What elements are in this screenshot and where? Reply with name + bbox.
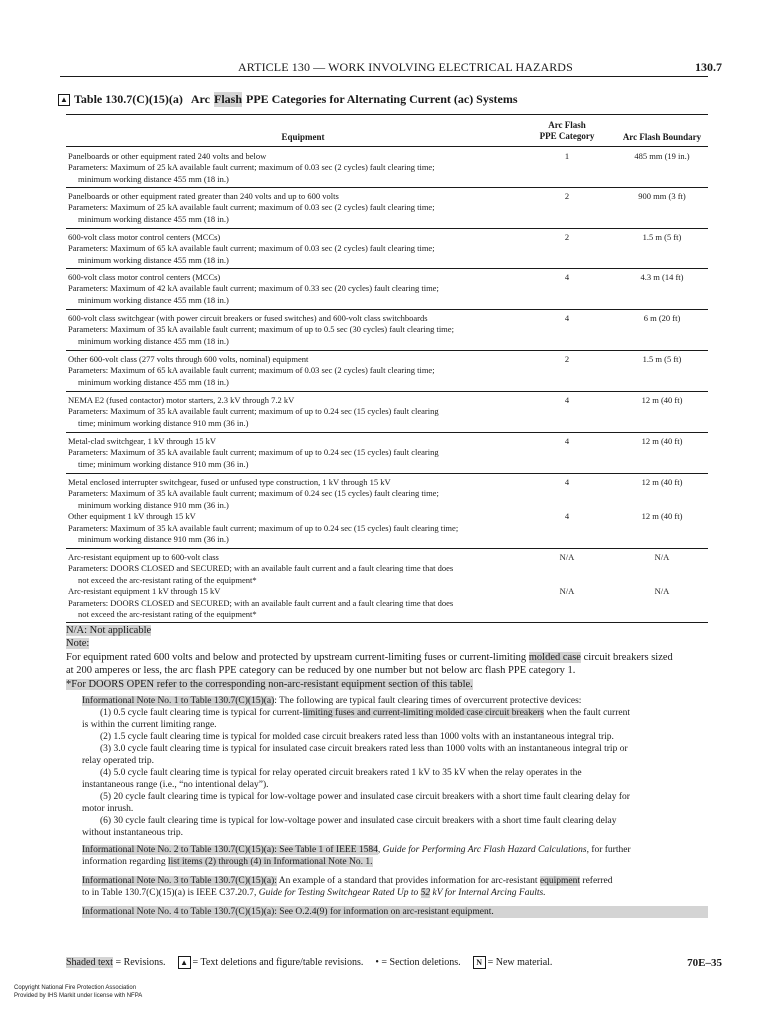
informational-note-3: Informational Note No. 3 to Table 130.7(C)(15)(a): An example of a standard that provides information for arc-resistant equipment referred to in Table 130.7(C)(15)(a) is IEEE C37.20.7, Guide for Testing Switchgear Rated Up to 52 kV for Internal Arcing Faults. (82, 876, 613, 898)
ppe-category-cell: N/A (559, 586, 575, 596)
arc-flash-boundary-cell: 12 m (40 ft) (641, 436, 683, 446)
table-row (66, 268, 708, 310)
equipment-line: minimum working distance 455 mm (18 in.) (78, 335, 229, 346)
equipment-line: not exceed the arc-resistant rating of the equipment* (78, 609, 257, 620)
equipment-line: time; minimum working distance 910 mm (36 in.) (78, 458, 249, 469)
informational-note-2: Informational Note No. 2 to Table 130.7(C)(15)(a): See Table 1 of IEEE 1584, Guide for Performing Arc Flash Hazard Calculations, for further information regarding list items (2) through (4) in Informational Note No. 1. (82, 845, 631, 867)
table-title-flash: Flash (214, 92, 243, 106)
table-row (66, 473, 708, 549)
arc-flash-boundary-cell: 4.3 m (14 ft) (640, 272, 684, 282)
equipment-cell (68, 354, 528, 388)
header-divider (60, 76, 708, 77)
table-row (66, 147, 708, 188)
table-row (66, 548, 708, 623)
equipment-line: minimum working distance 455 mm (18 in.) (78, 254, 229, 265)
ppe-category-cell: 4 (564, 395, 570, 405)
arc-flash-boundary-cell: N/A (654, 552, 670, 562)
equipment-line: minimum working distance 455 mm (18 in.) (78, 213, 229, 224)
table-row (66, 350, 708, 392)
equipment-line: not exceed the arc-resistant rating of the equipment* (78, 574, 257, 585)
equipment-line: NEMA E2 (fused contactor) motor starters, 2.3 kV through 7.2 kV (68, 395, 295, 405)
table-title-arc: Arc (190, 92, 210, 106)
equipment-cell (68, 272, 528, 306)
legend-shaded: Shaded text = Revisions. (66, 957, 166, 968)
column-header-category (534, 120, 600, 142)
equipment-line: Metal enclosed interrupter switchgear, fused or unfused type construction, 1 kV through 15 kV (68, 477, 391, 487)
equipment-line: Parameters: Maximum of 35 kA available fault current; maximum of 0.24 sec (15 cycles) fault clearing time; (68, 488, 439, 499)
ppe-category-cell: 4 (564, 511, 570, 521)
table-row (66, 228, 708, 269)
equipment-cell (68, 395, 528, 429)
equipment-line: 600-volt class switchgear (with power circuit breakers or fused switches) and 600-volt class switchboards (68, 313, 428, 323)
note-line-2: at 200 amperes or less, the arc flash PPE category can be reduced by one number but not below arc flash PPE category 1. (66, 665, 576, 677)
arc-flash-boundary-cell: 1.5 m (5 ft) (642, 354, 682, 364)
arc-flash-boundary-cell: 12 m (40 ft) (641, 511, 683, 521)
running-header-title: ARTICLE 130 — WORK INVOLVING ELECTRICAL HAZARDS (238, 60, 573, 74)
equipment-line: minimum working distance 910 mm (36 in.) (78, 534, 229, 545)
equipment-line: Parameters: Maximum of 65 kA available fault current; maximum of 0.03 sec (2 cycles) fault clearing time; (68, 365, 435, 376)
equipment-line: Parameters: Maximum of 35 kA available fault current; maximum of up to 0.24 sec (15 cycles) fault clearing time; (68, 522, 459, 533)
copyright-notice: Copyright National Fire Protection Association Provided by IHS Markit under license with NFPA (14, 985, 143, 999)
table-notes (66, 624, 708, 691)
ppe-category-cell: 4 (564, 313, 570, 323)
equipment-cell (68, 477, 528, 545)
equipment-cell (68, 313, 528, 347)
ppe-category-cell: 1 (564, 151, 570, 161)
arc-flash-boundary-cell: 485 mm (19 in.) (634, 151, 690, 161)
equipment-line: minimum working distance 455 mm (18 in.) (78, 376, 229, 387)
arc-flash-boundary-cell: 12 m (40 ft) (641, 395, 683, 405)
table-row (66, 432, 708, 474)
column-header-category-line1: Arc Flash (548, 120, 586, 130)
revision-legend (66, 956, 552, 969)
ppe-category-cell: 2 (564, 354, 570, 364)
column-header-category-line2: PPE Category (539, 131, 595, 141)
ppe-category-cell: 4 (564, 477, 570, 487)
equipment-line: minimum working distance 910 mm (36 in.) (78, 499, 229, 510)
arc-flash-boundary-cell: 12 m (40 ft) (641, 477, 683, 487)
table-top-rule (66, 114, 708, 115)
equipment-cell (68, 232, 528, 266)
arc-flash-boundary-cell: N/A (654, 586, 670, 596)
revision-delta-icon: ▲ (58, 94, 70, 106)
new-material-icon: N (473, 956, 486, 969)
legend-bullet: • = Section deletions. (375, 957, 461, 968)
column-header-equipment: Equipment (281, 132, 325, 142)
ppe-category-cell: 4 (564, 436, 570, 446)
equipment-line: Panelboards or other equipment rated 240 volts and below (68, 151, 267, 161)
equipment-line: Parameters: Maximum of 35 kA available fault current; maximum of up to 0.24 sec (15 cycles) fault clearing (68, 406, 439, 417)
doors-open-note: *For DOORS OPEN refer to the corresponding non-arc-resistant equipment section of this table. (66, 678, 473, 690)
equipment-line: minimum working distance 455 mm (18 in.) (78, 294, 229, 305)
note-label: Note: (66, 638, 90, 650)
ppe-category-cell: 4 (564, 272, 570, 282)
equipment-line: Arc-resistant equipment 1 kV through 15 kV (68, 586, 221, 597)
equipment-line: Other 600-volt class (277 volts through 600 volts, nominal) equipment (68, 354, 309, 364)
table-row (66, 187, 708, 229)
ppe-category-cell: N/A (559, 552, 575, 562)
ppe-category-cell: 2 (564, 191, 570, 201)
equipment-cell (68, 552, 528, 620)
equipment-line: Parameters: Maximum of 25 kA available fault current; maximum of 0.03 sec (2 cycles) fault clearing time; (68, 202, 435, 213)
delta-icon: ▲ (178, 956, 191, 969)
equipment-line: Metal-clad switchgear, 1 kV through 15 kV (68, 436, 216, 446)
equipment-line: minimum working distance 455 mm (18 in.) (78, 173, 229, 184)
bullet-icon: • (375, 957, 379, 968)
legend-new: N = New material. (473, 956, 553, 969)
equipment-line: time; minimum working distance 910 mm (36 in.) (78, 417, 249, 428)
table-row (66, 391, 708, 433)
table-title-prefix: Table 130.7(C)(15)(a) (74, 92, 183, 106)
running-header-section: 130.7 (695, 60, 722, 74)
equipment-line: Parameters: Maximum of 42 kA available fault current; maximum of 0.33 sec (20 cycles) fault clearing time; (68, 283, 439, 294)
equipment-cell (68, 151, 528, 185)
equipment-line: Parameters: DOORS CLOSED and SECURED; with an available fault current and a fault clearing time that does (68, 597, 454, 608)
equipment-line: Panelboards or other equipment rated greater than 240 volts and up to 600 volts (68, 191, 339, 201)
informational-note-4: Informational Note No. 4 to Table 130.7(C)(15)(a): See O.2.4(9) for information on arc-resistant equipment. (82, 906, 708, 918)
equipment-line: Arc-resistant equipment up to 600-volt class (68, 552, 219, 562)
na-note: N/A: Not applicable (66, 625, 152, 636)
arc-flash-boundary-cell: 900 mm (3 ft) (638, 191, 686, 201)
ppe-category-cell: 2 (564, 232, 570, 242)
arc-flash-boundary-cell: 6 m (20 ft) (643, 313, 681, 323)
table-title (58, 92, 518, 107)
column-header-boundary: Arc Flash Boundary (622, 132, 702, 142)
table-row (66, 309, 708, 351)
arc-flash-boundary-cell: 1.5 m (5 ft) (642, 232, 682, 242)
equipment-line: Parameters: Maximum of 65 kA available fault current; maximum of 0.03 sec (2 cycles) fault clearing time; (68, 243, 435, 254)
equipment-cell (68, 436, 528, 470)
informational-note-1: Informational Note No. 1 to Table 130.7(C)(15)(a): The following are typical fault clearing times of overcurrent protective devices: (1) 0.5 cycle fault clearing time is typical for current-limiting fuses and current-limiting molded case circuit breakers when the fault current is within the current limiting range. (2) 1.5 cycle fault clearing time is typical for molded case circuit breakers rated less than 1000 volts with an instantaneous integral trip. (3) 3.0 cycle fault clearing time is typical for insulated case circuit breakers rated less than 1000 volts with an instantaneous integral trip or relay operated trip. (4) 5.0 cycle fault clearing time is typical for relay operated circuit breakers rated 1 kV to 35 kV when the relay operates in the instantaneous range (i.e., “no intentional delay”). (5) 20 cycle fault clearing time is typical for low-voltage power and insulated case circuit breakers with a short time fault clearing delay for motor inrush. (6) 30 cycle fault clearing time is typical for low-voltage power and insulated case circuit breakers with a short time fault clearing delay without instantaneous trip. (82, 696, 630, 838)
equipment-line: Parameters: Maximum of 35 kA available fault current; maximum of up to 0.5 sec (30 cycles) fault clearing time; (68, 324, 454, 335)
equipment-line: 600-volt class motor control centers (MCCs) (68, 272, 221, 282)
equipment-line: Parameters: Maximum of 35 kA available fault current; maximum of up to 0.24 sec (15 cycles) fault clearing (68, 447, 439, 458)
note-line-1: For equipment rated 600 volts and below and protected by upstream current-limiting fuses or current-limiting molded case circuit breakers sized (66, 651, 673, 663)
table-title-rest: PPE Categories for Alternating Current (ac) Systems (246, 92, 518, 106)
equipment-line: Parameters: Maximum of 25 kA available fault current; maximum of 0.03 sec (2 cycles) fault clearing time; (68, 162, 435, 173)
equipment-line: Parameters: DOORS CLOSED and SECURED; with an available fault current and a fault clearing time that does (68, 563, 454, 574)
legend-delta: ▲ = Text deletions and figure/table revisions. (178, 956, 364, 969)
equipment-cell (68, 191, 528, 225)
page-number: 70E–35 (687, 957, 722, 969)
equipment-line: 600-volt class motor control centers (MCCs) (68, 232, 221, 242)
equipment-line: Other equipment 1 kV through 15 kV (68, 511, 196, 522)
